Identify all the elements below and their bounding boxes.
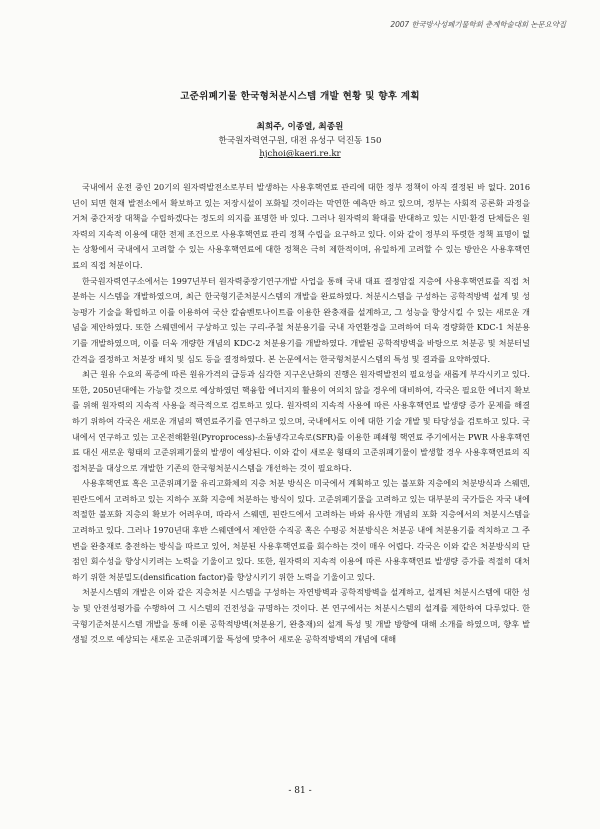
body-paragraph-5: 처분시스템의 개발은 이와 같은 지층처분 시스템을 구성하는 자연방벽과 공학적방벽을 설계하고, 설계된 처분시스템에 대한 성능 및 안전성평가를 수행하여 그 시스템의 건전성을 규명하는 것이다. 본 연구에서는 처분시스템의 설계를 제한하여 다루었다. 한국형기준처분시스템 개발을 통해 이룬 공학적방벽(처분용기, 완충재)의 설계 특성 및 개발 방향에 대해 소개를 하였으며, 향후 발생될 것으로 예상되는 새로운 고준위폐기물 특성에 맞추어 새로운 공학적방벽의 개념에 대해 (72, 587, 530, 645)
paper-affiliation: 한국원자력연구원, 대전 유성구 덕진동 150 (218, 136, 382, 146)
paper-title: 고준위폐기물 한국형처분시스템 개발 현황 및 향후 계획 (180, 91, 420, 102)
page-number: - 81 - (288, 786, 312, 796)
title-block (0, 88, 600, 102)
body-paragraph-2: 한국원자력연구소에서는 1997년부터 원자력중장기연구개발 사업을 통해 국내 대표 결정암질 지층에 사용후핵연료를 직접 처분하는 시스템을 개발하였으며, 최근 한국형기준처분시스템의 개발을 완료하였다. 처분시스템을 구성하는 공학적방벽 설계 및 성능평가 기술을 확립하고 이를 이용하여 국산 칼슘벤토나이트를 이용한 완충재를 설계하고, 그 성능을 향상시킬 수 있는 새로운 개념을 제안하였다. 또한 스웨덴에서 구상하고 있는 구리-주철 처분용기를 국내 자연환경을 고려하여 더욱 경량화한 KDC-1 처분용기를 개발하였으며, 이를 더욱 개량한 개념의 KDC-2 처분용기를 개발하였다. 개발된 공학적방벽을 바탕으로 처분공 및 처분터널 간격을 결정하고 처분장 배치 및 심도 등을 결정하였다. 본 논문에서는 한국형처분시스템의 특성 및 결과를 요약하였다. (72, 275, 530, 364)
paper-authors: 최희주, 이종열, 최종원 (256, 122, 344, 132)
body-text (72, 180, 530, 648)
body-paragraph-3: 최근 원유 수요의 폭증에 따른 원유가격의 급등과 심각한 지구온난화의 진행은 원자력발전의 필요성을 새롭게 부각시키고 있다. 또한, 2050년대에는 가능할 것으로 예상하였던 핵융합 에너지의 활용이 여의치 않을 경우에 대비하여, 각국은 필요한 에너지 확보를 위해 원자력의 지속적 사용을 적극적으로 검토하고 있다. 원자력의 지속적 사용에 따른 사용후핵연료 발생량 증가 문제를 해결하기 위하여 각국은 새로운 개념의 핵연료주기를 연구하고 있으며, 국내에서도 이에 대한 기술 개발 및 타당성을 검토하고 있다. 국내에서 연구하고 있는 고온전해환원(Pyroprocess)-소듐냉각고속로(SFR)를 이용한 폐쇄형 핵연료 주기에서는 PWR 사용후핵연료 대신 새로운 형태의 고준위폐기물의 발생이 예상된다. 이와 같이 새로운 형태의 고준위폐기물이 발생할 경우 사용후핵연료의 직접처분을 대상으로 개발한 기존의 한국형처분시스템을 개선하는 것이 필요하다. (72, 369, 530, 473)
author-email-link[interactable]: hjchoi@kaeri.re.kr (259, 149, 341, 159)
body-paragraph-4: 사용후핵연료 혹은 고준위폐기물 유리고화체의 지층 처분 방식은 미국에서 계획하고 있는 불포화 지층에의 처분방식과 스웨덴, 핀란드에서 고려하고 있는 지하수 포화 지층에 처분하는 방식이 있다. 고준위폐기물을 고려하고 있는 대부분의 국가들은 자국 내에 적절한 불포화 지층의 확보가 어려우며, 따라서 스웨덴, 핀란드에서 고려하는 바와 유사한 개념의 포화 지층에서의 처분시스템을 고려하고 있다. 그러나 1970년대 후반 스웨덴에서 제안한 수직공 혹은 수평공 처분방식은 처분공 내에 처분용기를 적치하고 그 주변을 완충재로 충전하는 방식을 따르고 있어, 처분된 사용후핵연료를 회수하는 것이 매우 어렵다. 각국은 이와 같은 처분방식의 단점인 회수성을 향상시키려는 노력을 기울이고 있다. 또한, 원자력의 지속적 이용에 따른 사용후핵연료 발생량 증가를 적절히 대처하기 위한 처분밀도(densification factor)를 향상시키기 위한 노력을 기울이고 있다. (72, 478, 530, 582)
running-header: 2007 한국방사성폐기물학회 춘계학술대회 논문요약집 (390, 20, 566, 29)
body-paragraph-1: 국내에서 운전 중인 20기의 원자력발전소로부터 발생하는 사용후핵연료 관리에 대한 정부 정책이 아직 결정된 바 없다. 2016년이 되면 현재 발전소에서 확보하고 있는 저장시설이 포화될 것이라는 막연한 예측만 하고 있으며, 정부는 사회적 공론화 과정을 거쳐 중간저장 대책을 수립하겠다는 정도의 의지를 표명한 바 있다. 그러나 원자력의 확대를 반대하고 있는 시민·환경 단체들은 원자력의 지속적 이용에 대한 전제 조건으로 사용후핵연료 관리 정책 수립을 요구하고 있다. 이와 같이 정부의 뚜렷한 정책 표명이 없는 상황에서 국내에서 고려할 수 있는 사용후핵연료에 대한 정책은 극히 제한적이며, 유일하게 고려할 수 있는 방안은 사용후핵연료의 직접 처분이다. (72, 182, 530, 270)
